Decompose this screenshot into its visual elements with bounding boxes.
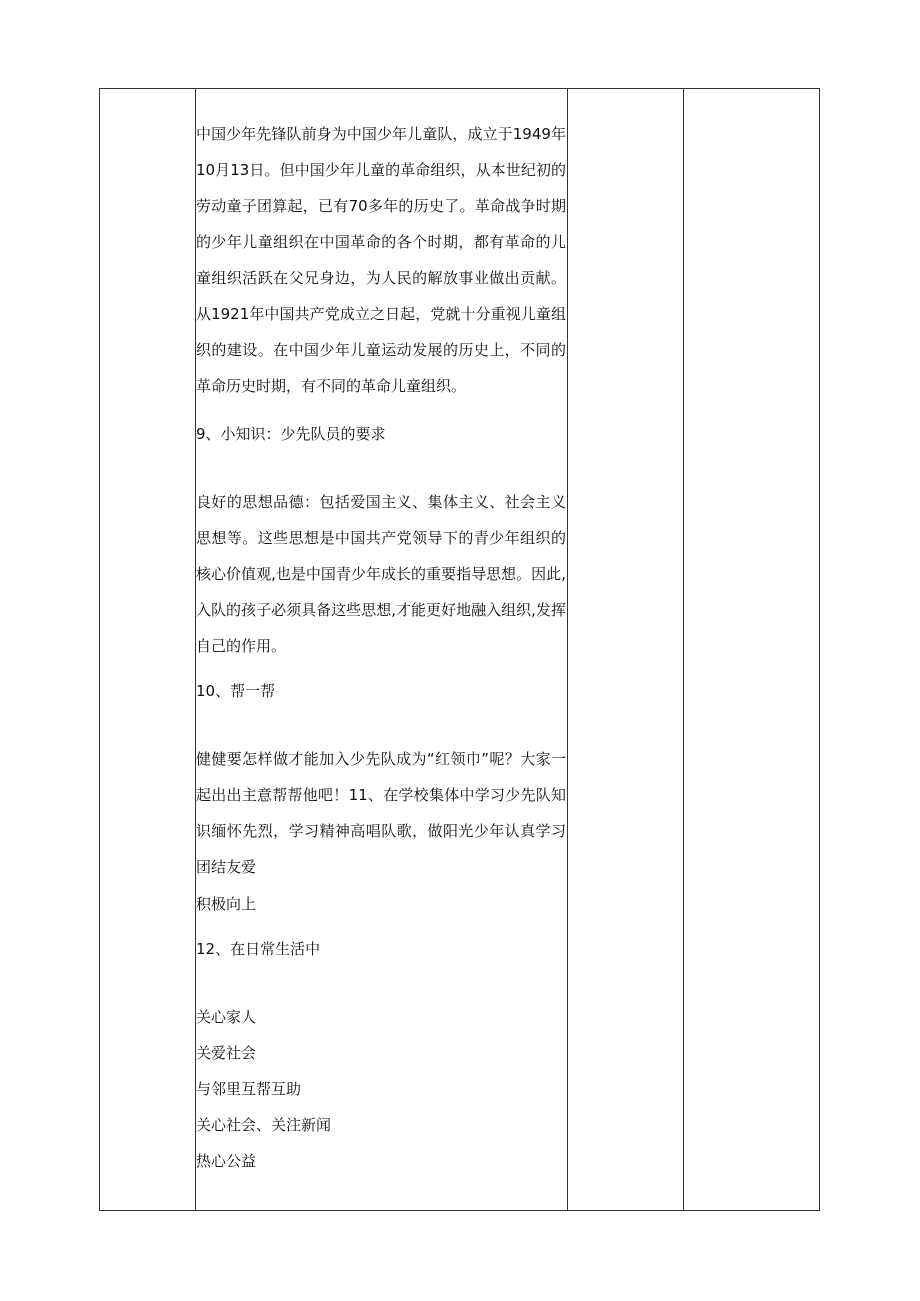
- section-12-item: 关心社会、关注新闻: [196, 1116, 332, 1134]
- section-10-heading: 10、帮一帮: [196, 682, 276, 700]
- lesson-table: [99, 88, 820, 1211]
- section-9-paragraph: 良好的思想品德：包括爱国主义、集体主义、社会主义思想等。这些思想是中国共产党领导下的青少年组织的核心价值观,也是中国青少年成长的重要指导思想。因此,入队的孩子必须具备这些思想,才能更好地融入组织,发挥自己的作用。: [196, 493, 566, 655]
- column-divider: [683, 89, 684, 1210]
- section-12-item: 关心家人: [196, 1008, 257, 1026]
- section-12-heading: 12、在日常生活中: [196, 940, 321, 958]
- section-12-item: 与邻里互帮互助: [196, 1080, 302, 1098]
- content-cell: [196, 89, 566, 1210]
- section-10-paragraph: 健健要怎样做才能加入少先队成为“红领巾”呢？大家一起出出主意帮帮他吧！11、在学校集体中学习少先队知识缅怀先烈，学习精神高唱队歌，做阳光少年认真学习团结友爱: [196, 750, 566, 876]
- section-12-item: 热心公益: [196, 1152, 257, 1170]
- section-9-heading: 9、小知识：少先队员的要求: [196, 425, 386, 443]
- intro-paragraph: 中国少年先锋队前身为中国少年儿童队，成立于1949年10月13日。但中国少年儿童的革命组织，从本世纪初的劳动童子团算起，已有70多年的历史了。革命战争时期的少年儿童组织在中国革命的各个时期，都有革命的儿童组织活跃在父兄身边，为人民的解放事业做出贡献。从1921年中国共产党成立之日起，党就十分重视儿童组织的建设。在中国少年儿童运动发展的历史上，不同的革命历史时期，有不同的革命儿童组织。: [196, 125, 566, 395]
- column-divider: [567, 89, 568, 1210]
- section-12-item: 关爱社会: [196, 1044, 257, 1062]
- section-11-extra-line: 积极向上: [196, 895, 257, 913]
